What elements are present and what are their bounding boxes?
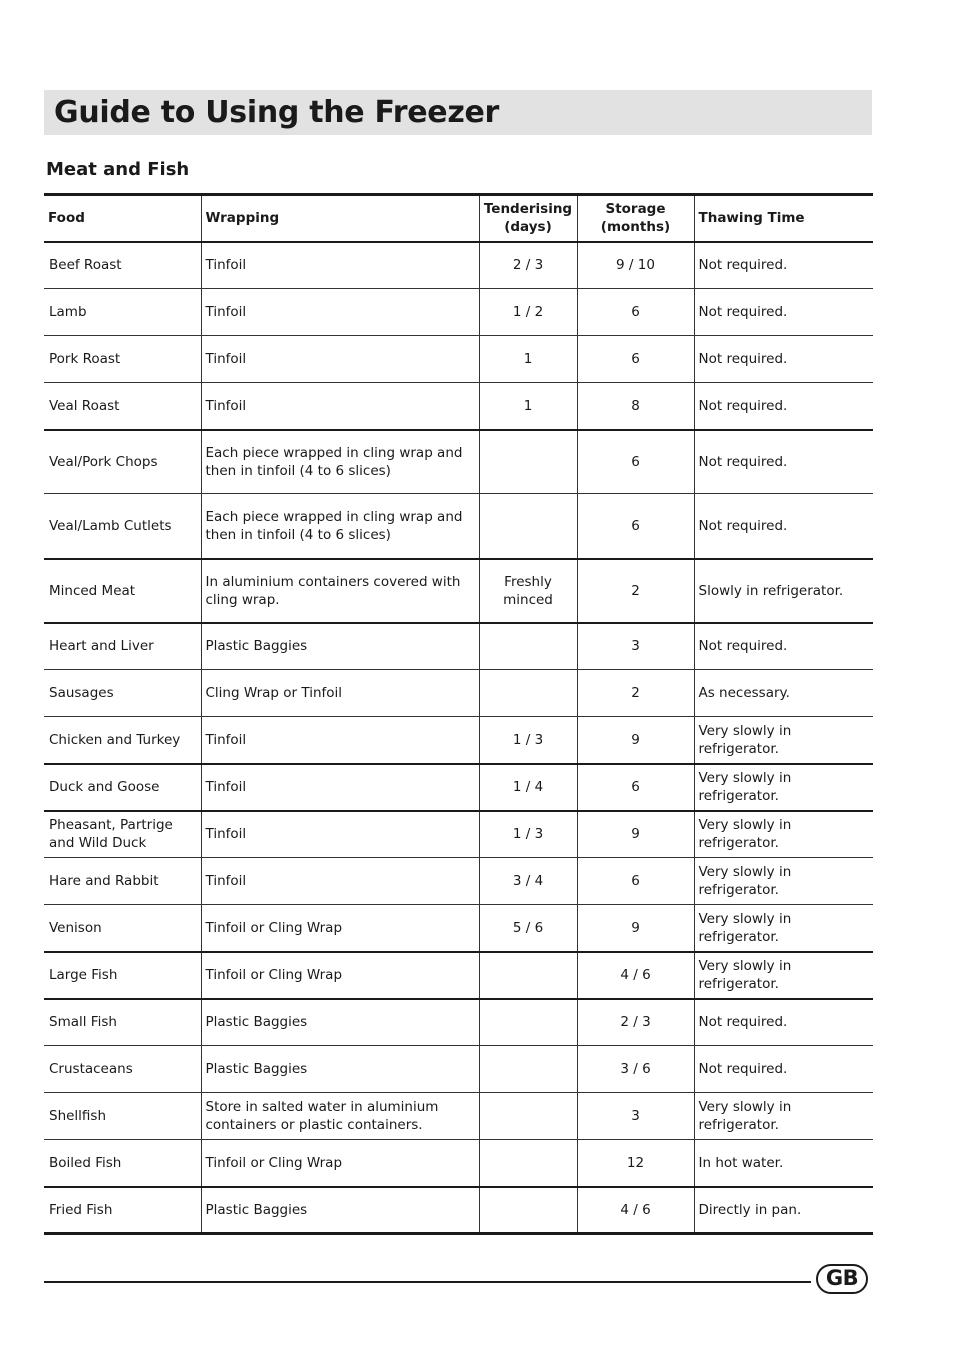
- language-badge: GB: [816, 1264, 868, 1294]
- cell-wrapping: Plastic Baggies: [201, 1046, 479, 1093]
- cell-wrapping: Tinfoil: [201, 811, 479, 858]
- cell-wrapping: Tinfoil: [201, 764, 479, 811]
- table-row: [44, 952, 873, 999]
- cell-tenderising: Freshly minced: [479, 559, 577, 623]
- cell-food: Small Fish: [44, 999, 201, 1046]
- cell-food: Shellfish: [44, 1093, 201, 1140]
- cell-food: Boiled Fish: [44, 1140, 201, 1187]
- cell-wrapping: Tinfoil or Cling Wrap: [201, 952, 479, 999]
- cell-food: Chicken and Turkey: [44, 717, 201, 764]
- cell-food: Sausages: [44, 670, 201, 717]
- cell-thawing-time: Not required.: [694, 623, 873, 670]
- header-wrapping: Wrapping: [201, 195, 479, 242]
- cell-tenderising: 1 / 2: [479, 289, 577, 336]
- cell-storage: 6: [577, 336, 694, 383]
- cell-tenderising: [479, 1046, 577, 1093]
- section-title: Meat and Fish: [46, 159, 190, 180]
- table-row: [44, 670, 873, 717]
- cell-storage: 6: [577, 430, 694, 494]
- cell-storage: 9: [577, 717, 694, 764]
- header-thawing-time: Thawing Time: [694, 195, 873, 242]
- cell-wrapping: Cling Wrap or Tinfoil: [201, 670, 479, 717]
- cell-tenderising: [479, 1093, 577, 1140]
- cell-storage: 12: [577, 1140, 694, 1187]
- cell-storage: 4 / 6: [577, 952, 694, 999]
- cell-storage: 3: [577, 623, 694, 670]
- cell-thawing-time: Very slowly in refrigerator.: [694, 952, 873, 999]
- cell-tenderising: [479, 1140, 577, 1187]
- cell-storage: 3 / 6: [577, 1046, 694, 1093]
- cell-food: Duck and Goose: [44, 764, 201, 811]
- table-row: [44, 289, 873, 336]
- header-tenderising: Tenderising (days): [479, 195, 577, 242]
- cell-tenderising: 1: [479, 383, 577, 430]
- freezer-guide-table: [44, 193, 873, 1235]
- cell-tenderising: 5 / 6: [479, 905, 577, 952]
- table-row: [44, 1093, 873, 1140]
- cell-food: Beef Roast: [44, 242, 201, 289]
- cell-thawing-time: Not required.: [694, 430, 873, 494]
- cell-wrapping: Store in salted water in aluminium containers or plastic containers.: [201, 1093, 479, 1140]
- cell-tenderising: [479, 430, 577, 494]
- cell-wrapping: Tinfoil: [201, 383, 479, 430]
- cell-thawing-time: Not required.: [694, 999, 873, 1046]
- cell-thawing-time: Very slowly in refrigerator.: [694, 858, 873, 905]
- cell-wrapping: Tinfoil: [201, 289, 479, 336]
- cell-food: Heart and Liver: [44, 623, 201, 670]
- cell-food: Minced Meat: [44, 559, 201, 623]
- title-bar: [44, 90, 872, 135]
- table-row: [44, 623, 873, 670]
- cell-thawing-time: Not required.: [694, 383, 873, 430]
- page-title: Guide to Using the Freezer: [54, 95, 500, 130]
- cell-food: Veal Roast: [44, 383, 201, 430]
- cell-storage: 6: [577, 858, 694, 905]
- table-row: [44, 1046, 873, 1093]
- table-row: [44, 494, 873, 559]
- cell-food: Pork Roast: [44, 336, 201, 383]
- cell-storage: 6: [577, 764, 694, 811]
- table-row: [44, 717, 873, 764]
- header-food: Food: [44, 195, 201, 242]
- cell-food: Lamb: [44, 289, 201, 336]
- cell-wrapping: Each piece wrapped in cling wrap and then in tinfoil (4 to 6 slices): [201, 494, 479, 559]
- table-row: [44, 764, 873, 811]
- cell-thawing-time: Very slowly in refrigerator.: [694, 905, 873, 952]
- cell-thawing-time: Slowly in refrigerator.: [694, 559, 873, 623]
- cell-storage: 4 / 6: [577, 1187, 694, 1234]
- cell-food: Veal/Lamb Cutlets: [44, 494, 201, 559]
- table-row: [44, 1140, 873, 1187]
- cell-storage: 2: [577, 559, 694, 623]
- table-row: [44, 430, 873, 494]
- cell-thawing-time: Not required.: [694, 336, 873, 383]
- cell-wrapping: Tinfoil: [201, 242, 479, 289]
- cell-tenderising: 1 / 3: [479, 811, 577, 858]
- cell-storage: 2: [577, 670, 694, 717]
- cell-food: Crustaceans: [44, 1046, 201, 1093]
- cell-storage: 3: [577, 1093, 694, 1140]
- cell-storage: 6: [577, 289, 694, 336]
- cell-tenderising: [479, 494, 577, 559]
- cell-storage: 6: [577, 494, 694, 559]
- cell-food: Venison: [44, 905, 201, 952]
- cell-food: Pheasant, Partrige and Wild Duck: [44, 811, 201, 858]
- cell-storage: 9 / 10: [577, 242, 694, 289]
- table-row: [44, 383, 873, 430]
- cell-tenderising: [479, 999, 577, 1046]
- cell-tenderising: [479, 952, 577, 999]
- footer-rule: [44, 1281, 811, 1283]
- cell-wrapping: Tinfoil: [201, 717, 479, 764]
- cell-thawing-time: Directly in pan.: [694, 1187, 873, 1234]
- table-header-row: [44, 195, 873, 242]
- cell-storage: 2 / 3: [577, 999, 694, 1046]
- cell-wrapping: Plastic Baggies: [201, 999, 479, 1046]
- cell-thawing-time: Not required.: [694, 289, 873, 336]
- table-row: [44, 1187, 873, 1234]
- cell-wrapping: Each piece wrapped in cling wrap and then in tinfoil (4 to 6 slices): [201, 430, 479, 494]
- cell-tenderising: 3 / 4: [479, 858, 577, 905]
- cell-wrapping: Plastic Baggies: [201, 623, 479, 670]
- cell-wrapping: In aluminium containers covered with cling wrap.: [201, 559, 479, 623]
- cell-food: Fried Fish: [44, 1187, 201, 1234]
- cell-thawing-time: Not required.: [694, 494, 873, 559]
- cell-thawing-time: Not required.: [694, 1046, 873, 1093]
- table-row: [44, 559, 873, 623]
- cell-thawing-time: As necessary.: [694, 670, 873, 717]
- table-row: [44, 999, 873, 1046]
- cell-tenderising: 1 / 4: [479, 764, 577, 811]
- cell-tenderising: [479, 623, 577, 670]
- cell-thawing-time: In hot water.: [694, 1140, 873, 1187]
- cell-food: Hare and Rabbit: [44, 858, 201, 905]
- table-row: [44, 242, 873, 289]
- cell-storage: 9: [577, 811, 694, 858]
- cell-storage: 8: [577, 383, 694, 430]
- cell-wrapping: Tinfoil or Cling Wrap: [201, 1140, 479, 1187]
- cell-thawing-time: Very slowly in refrigerator.: [694, 811, 873, 858]
- cell-food: Large Fish: [44, 952, 201, 999]
- cell-wrapping: Tinfoil or Cling Wrap: [201, 905, 479, 952]
- cell-thawing-time: Very slowly in refrigerator.: [694, 717, 873, 764]
- table-row: [44, 858, 873, 905]
- table-row: [44, 811, 873, 858]
- cell-tenderising: 2 / 3: [479, 242, 577, 289]
- cell-thawing-time: Very slowly in refrigerator.: [694, 764, 873, 811]
- table-row: [44, 336, 873, 383]
- cell-food: Veal/Pork Chops: [44, 430, 201, 494]
- cell-tenderising: 1 / 3: [479, 717, 577, 764]
- cell-thawing-time: Not required.: [694, 242, 873, 289]
- cell-thawing-time: Very slowly in refrigerator.: [694, 1093, 873, 1140]
- cell-storage: 9: [577, 905, 694, 952]
- cell-wrapping: Tinfoil: [201, 858, 479, 905]
- table-row: [44, 905, 873, 952]
- header-storage: Storage (months): [577, 195, 694, 242]
- cell-wrapping: Tinfoil: [201, 336, 479, 383]
- cell-wrapping: Plastic Baggies: [201, 1187, 479, 1234]
- cell-tenderising: [479, 1187, 577, 1234]
- table-body: [44, 242, 873, 1234]
- cell-tenderising: 1: [479, 336, 577, 383]
- cell-tenderising: [479, 670, 577, 717]
